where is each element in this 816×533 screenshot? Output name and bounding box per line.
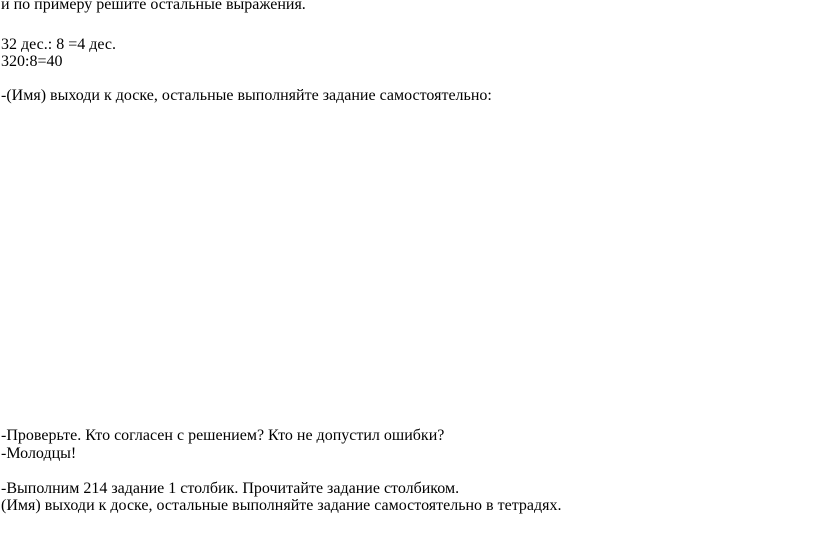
example-line-2: 320:8=40 xyxy=(1,53,63,70)
example-line-1: 32 дес.: 8 =4 дес. xyxy=(1,36,116,53)
instruction-line: и по примеру решите остальные выражения. xyxy=(1,0,306,13)
check-question: -Проверьте. Кто согласен с решением? Кто не допустил ошибки? xyxy=(1,427,445,444)
praise-line: -Молодцы! xyxy=(1,445,77,462)
next-task-line: -Выполним 214 задание 1 столбик. Прочитайте задание столбиком. xyxy=(1,480,460,497)
task-instruction: -(Имя) выходи к доске, остальные выполняйте задание самостоятельно: xyxy=(1,87,492,104)
board-instruction: (Имя) выходи к доске, остальные выполняйте задание самостоятельно в тетрадях. xyxy=(1,497,562,514)
